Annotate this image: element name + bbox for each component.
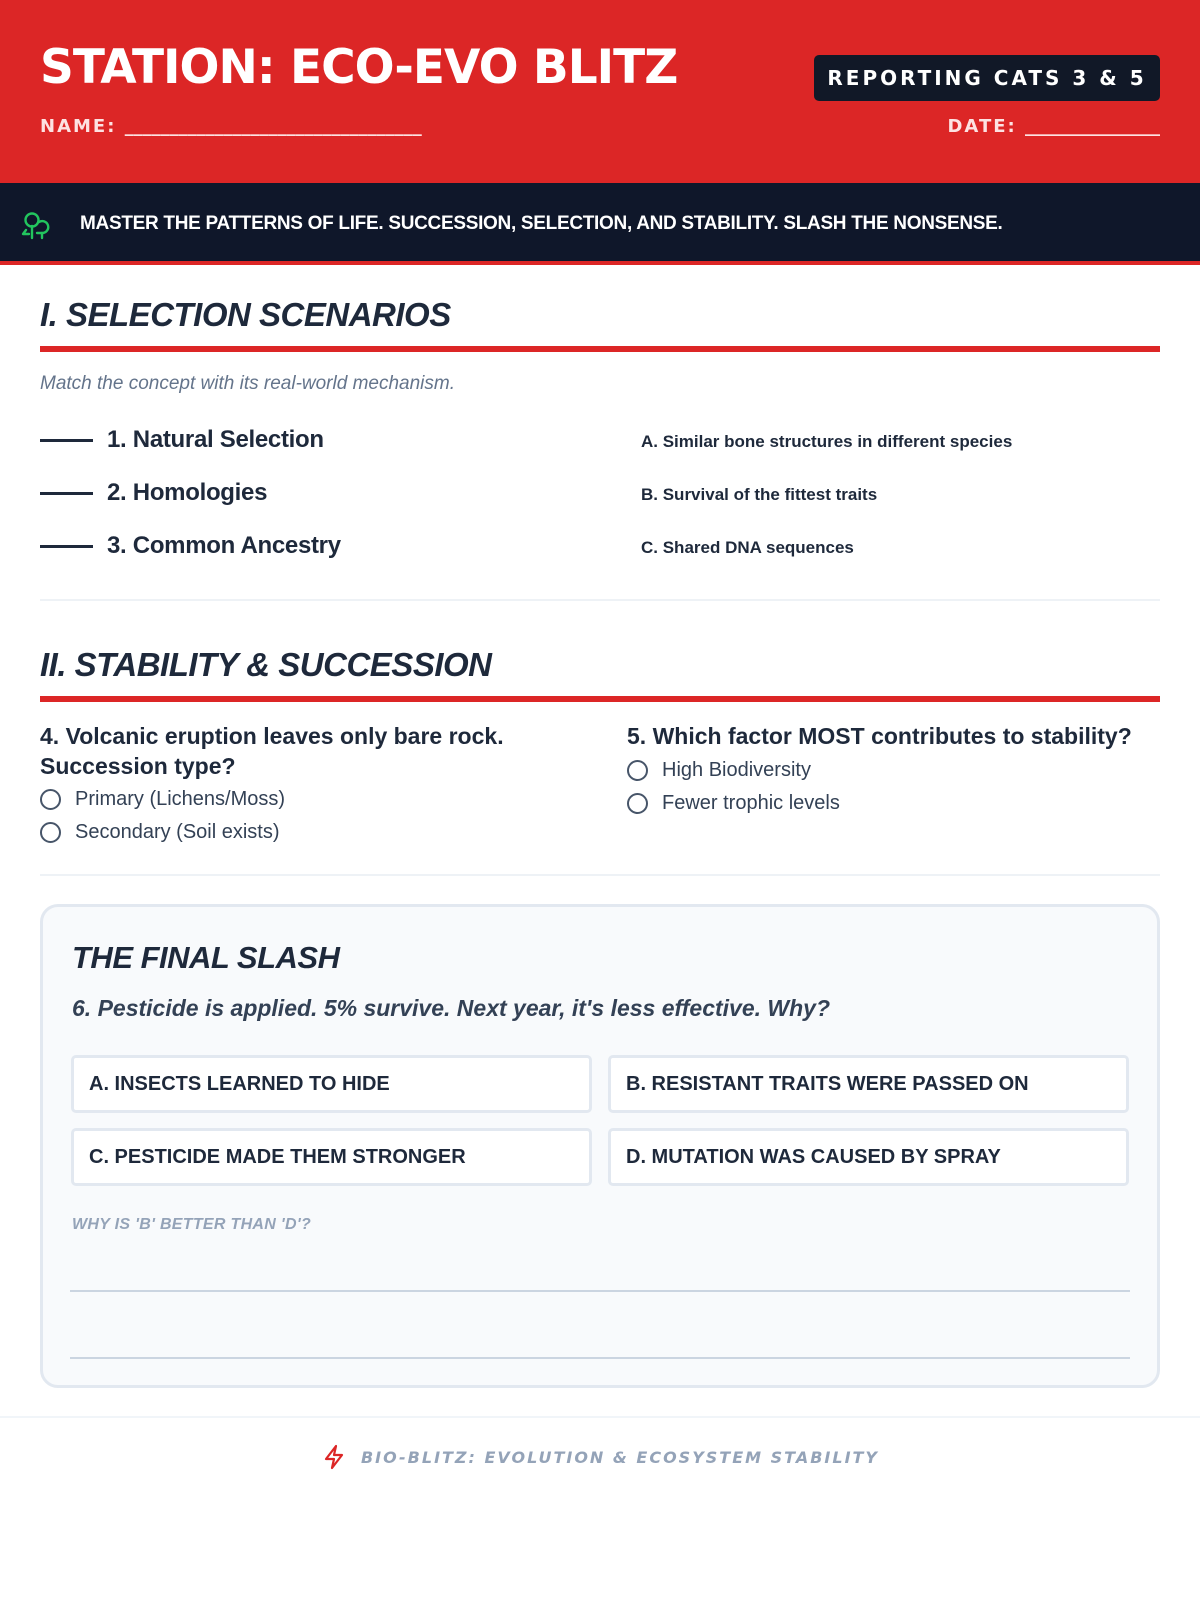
radio-button[interactable] xyxy=(40,822,61,843)
header-bar xyxy=(0,0,1200,183)
radio-button[interactable] xyxy=(627,793,648,814)
writing-line[interactable] xyxy=(70,1290,1130,1292)
writing-line[interactable] xyxy=(70,1357,1130,1359)
answer-blank[interactable] xyxy=(40,545,93,548)
section-separator xyxy=(40,874,1160,876)
tree-icon xyxy=(20,210,52,240)
page-title: STATION: ECO-EVO BLITZ xyxy=(40,40,678,95)
date-blank: _______________ xyxy=(1025,116,1160,137)
bolt-icon xyxy=(321,1444,347,1470)
footer-divider xyxy=(0,1416,1200,1418)
option-label: High Biodiversity xyxy=(662,759,811,781)
footer xyxy=(0,1444,1200,1470)
final-slash-title: THE FINAL SLASH xyxy=(72,940,340,975)
choice-a[interactable]: A. INSECTS LEARNED TO HIDE xyxy=(71,1055,592,1113)
mission-banner xyxy=(0,183,1200,265)
date-label: DATE: xyxy=(947,116,1017,137)
option-label: Fewer trophic levels xyxy=(662,792,840,814)
radio-button[interactable] xyxy=(40,789,61,810)
concept-label: 1. Natural Selection xyxy=(107,426,324,453)
answer-blank[interactable] xyxy=(40,492,93,495)
choice-d[interactable]: D. MUTATION WAS CAUSED BY SPRAY xyxy=(608,1128,1129,1186)
question-4: 4. Volcanic eruption leaves only bare rock. Succession type? xyxy=(40,723,504,779)
section-separator xyxy=(40,599,1160,601)
mechanism-option: A. Similar bone structures in different species xyxy=(641,432,1013,451)
option-label: Secondary (Soil exists) xyxy=(75,821,280,843)
name-label: NAME: xyxy=(40,116,117,137)
question-5: 5. Which factor MOST contributes to stability? xyxy=(627,723,1132,749)
mechanism-option: C. Shared DNA sequences xyxy=(641,538,854,557)
mechanism-option: B. Survival of the fittest traits xyxy=(641,485,878,504)
choice-c[interactable]: C. PESTICIDE MADE THEM STRONGER xyxy=(71,1128,592,1186)
section-stability-title: II. STABILITY & SUCCESSION xyxy=(40,646,492,683)
match-item[interactable] xyxy=(40,532,341,560)
reporting-badge: REPORTING CATS 3 & 5 xyxy=(814,55,1160,101)
name-blank: _________________________________ xyxy=(124,116,422,137)
radio-option[interactable] xyxy=(40,821,280,844)
section-divider xyxy=(40,696,1160,702)
answer-blank[interactable] xyxy=(40,439,93,442)
section-selection-title: I. SELECTION SCENARIOS xyxy=(40,296,451,333)
name-field[interactable] xyxy=(40,116,422,137)
option-label: Primary (Lichens/Moss) xyxy=(75,788,286,810)
concept-label: 2. Homologies xyxy=(107,479,268,506)
banner-text: MASTER THE PATTERNS OF LIFE. SUCCESSION, SELECTION, AND STABILITY. SLASH THE NONSENSE. xyxy=(80,213,1003,234)
question-6: 6. Pesticide is applied. 5% survive. Next year, it's less effective. Why? xyxy=(72,995,831,1021)
choice-b[interactable]: B. RESISTANT TRAITS WERE PASSED ON xyxy=(608,1055,1129,1113)
radio-option[interactable] xyxy=(627,759,811,782)
date-field[interactable] xyxy=(947,116,1160,137)
explain-prompt: WHY IS 'B' BETTER THAN 'D'? xyxy=(72,1216,312,1233)
match-item[interactable] xyxy=(40,479,267,507)
concept-label: 3. Common Ancestry xyxy=(107,532,341,559)
radio-button[interactable] xyxy=(627,760,648,781)
footer-text: BIO-BLITZ: EVOLUTION & ECOSYSTEM STABILITY xyxy=(360,1447,880,1467)
section-instructions: Match the concept with its real-world mechanism. xyxy=(40,373,455,394)
section-divider xyxy=(40,346,1160,352)
radio-option[interactable] xyxy=(627,792,840,815)
radio-option[interactable] xyxy=(40,788,285,811)
match-item[interactable] xyxy=(40,426,324,454)
